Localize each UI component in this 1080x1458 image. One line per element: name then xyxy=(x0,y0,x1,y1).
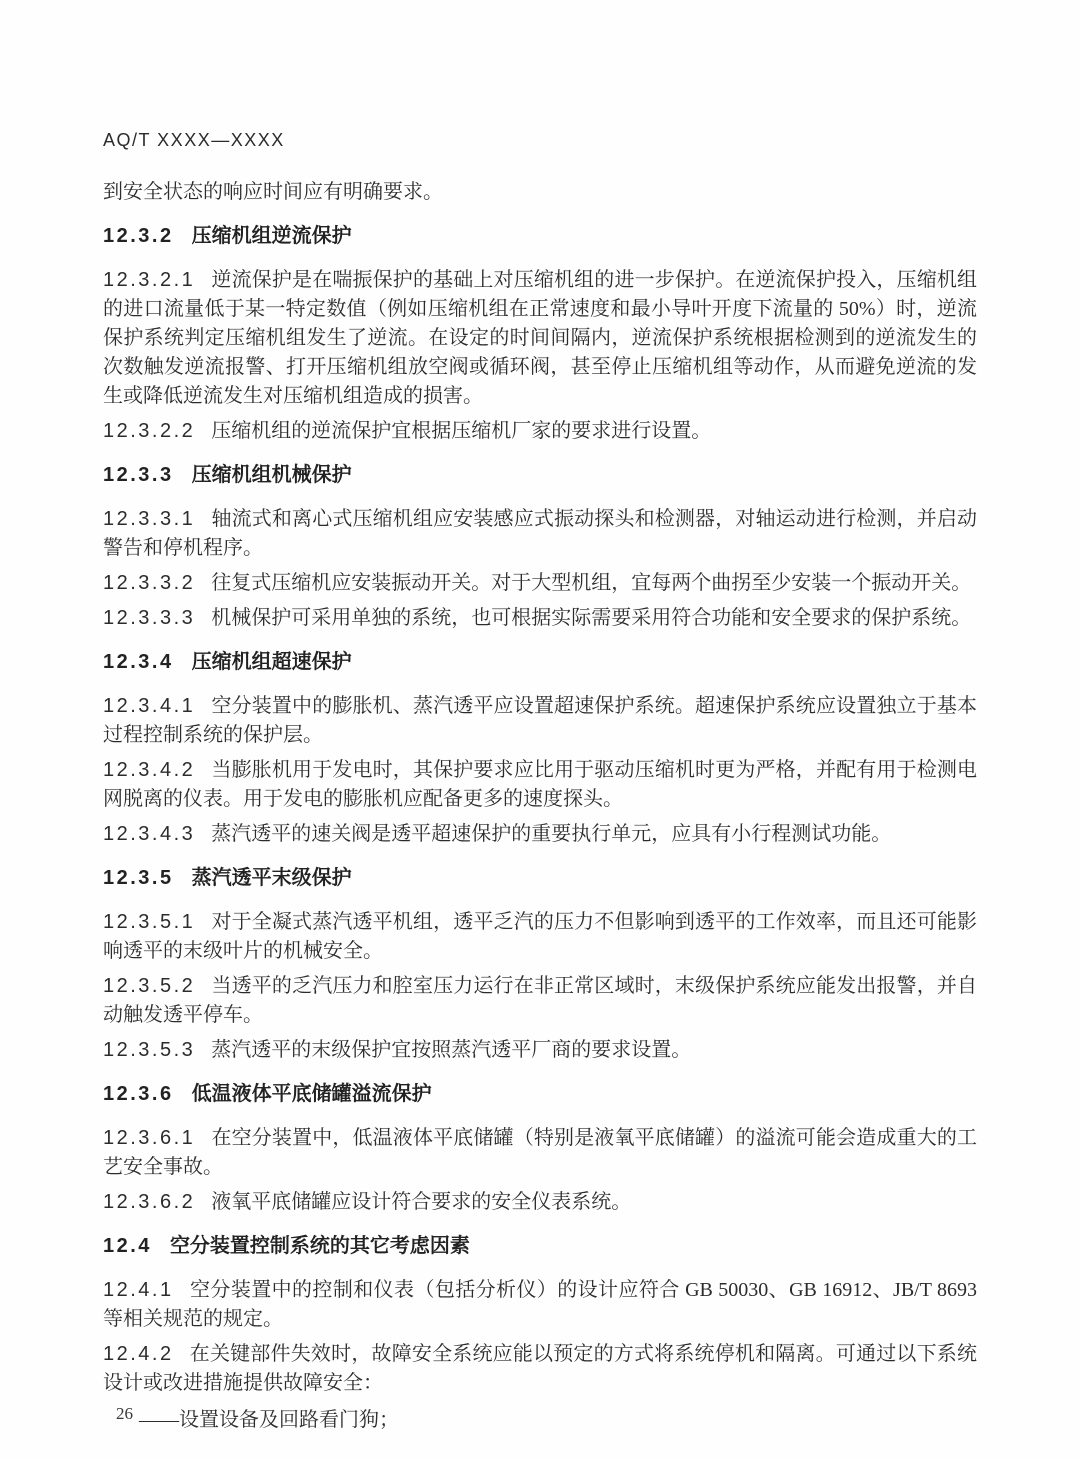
clause-text: 蒸汽透平末级保护 xyxy=(191,867,352,889)
clause-text: 低温液体平底储罐溢流保护 xyxy=(191,1083,432,1105)
clause-paragraph xyxy=(103,756,977,814)
clause-text: 轴流式和离心式压缩机组应安装感应式振动探头和检测器，对轴运动进行检测，并启动警告和停机程序。 xyxy=(103,508,977,559)
clause-heading xyxy=(103,864,977,893)
clause-text: ——设置设备及回路看门狗； xyxy=(139,1409,399,1431)
clause-text: 逆流保护是在喘振保护的基础上对压缩机组的进一步保护。在逆流保护投入，压缩机组的进口流量低于某一特定数值（例如压缩机组在正常速度和最小导叶开度下流量的 50%）时，逆流保护系统判定压缩机组发生了逆流。在设定的时间间隔内，逆流保护系统根据检测到的逆流发生的次数触发逆流报警、打开压缩机组放空阀或循环阀，甚至停止压缩机组等动作，从而避免逆流的发生或降低逆流发生对压缩机组造成的损害。 xyxy=(103,269,977,407)
clause-number: 12.3.4.1 xyxy=(103,695,196,717)
clause-number: 12.3.6.1 xyxy=(103,1127,196,1149)
clause-number: 12.4.1 xyxy=(103,1279,174,1301)
clause-paragraph xyxy=(103,820,977,849)
clause-text: 当膨胀机用于发电时，其保护要求应比用于驱动压缩机时更为严格，并配有用于检测电网脱离的仪表。用于发电的膨胀机应配备更多的速度探头。 xyxy=(103,759,977,810)
clause-number: 12.3.3.2 xyxy=(103,572,196,594)
clause-heading xyxy=(103,461,977,490)
clause-paragraph xyxy=(103,569,977,598)
clause-number: 12.3.2 xyxy=(103,225,174,247)
clause-number: 12.4.2 xyxy=(103,1343,174,1365)
dash-list-item xyxy=(139,1406,977,1435)
clause-heading xyxy=(103,1232,977,1261)
clause-heading xyxy=(103,1080,977,1109)
clause-paragraph xyxy=(103,178,977,207)
clause-number: 12.3.4.2 xyxy=(103,759,196,781)
clause-heading xyxy=(103,648,977,677)
clause-number: 12.3.3.3 xyxy=(103,607,196,629)
clause-paragraph xyxy=(103,1340,977,1398)
clause-text: 压缩机组超速保护 xyxy=(191,651,352,673)
clause-number: 12.3.5.3 xyxy=(103,1039,196,1061)
clause-text: 压缩机组机械保护 xyxy=(191,464,352,486)
clause-text: 蒸汽透平的速关阀是透平超速保护的重要执行单元，应具有小行程测试功能。 xyxy=(211,823,892,845)
clause-paragraph xyxy=(103,1124,977,1182)
clause-paragraph xyxy=(103,908,977,966)
clause-paragraph xyxy=(103,505,977,563)
clause-number: 12.3.5 xyxy=(103,867,174,889)
clause-number: 12.3.4 xyxy=(103,651,174,673)
clause-text: 空分装置中的控制和仪表（包括分析仪）的设计应符合 GB 50030、GB 16912、JB/T 8693 等相关规范的规定。 xyxy=(103,1279,977,1330)
clause-paragraph xyxy=(103,604,977,633)
clause-paragraph xyxy=(103,1188,977,1217)
clause-text: 在关键部件失效时，故障安全系统应能以预定的方式将系统停机和隔离。可通过以下系统设计或改进措施提供故障安全： xyxy=(103,1343,977,1394)
clause-text: 当透平的乏汽压力和腔室压力运行在非正常区域时，末级保护系统应能发出报警，并自动触发透平停车。 xyxy=(103,975,977,1026)
clause-text: 空分装置控制系统的其它考虑因素 xyxy=(169,1235,470,1257)
clause-number: 12.3.3 xyxy=(103,464,174,486)
clause-number: 12.3.5.1 xyxy=(103,911,196,933)
clause-number: 12.3.6.2 xyxy=(103,1191,196,1213)
clause-paragraph xyxy=(103,1036,977,1065)
clause-text: 压缩机组的逆流保护宜根据压缩机厂家的要求进行设置。 xyxy=(211,420,712,442)
clause-text: 在空分装置中，低温液体平底储罐（特别是液氧平底储罐）的溢流可能会造成重大的工艺安全事故。 xyxy=(103,1127,977,1178)
clause-text: 压缩机组逆流保护 xyxy=(191,225,352,247)
clause-paragraph xyxy=(103,972,977,1030)
page-number: 26 xyxy=(116,1404,133,1423)
clause-number: 12.3.2.2 xyxy=(103,420,196,442)
clause-heading xyxy=(103,222,977,251)
clause-number: 12.3.5.2 xyxy=(103,975,196,997)
clause-number: 12.3.2.1 xyxy=(103,269,196,291)
clause-text: 到安全状态的响应时间应有明确要求。 xyxy=(103,181,443,203)
clause-number: 12.3.4.3 xyxy=(103,823,196,845)
document-body xyxy=(103,178,977,1435)
clause-text: 蒸汽透平的末级保护宜按照蒸汽透平厂商的要求设置。 xyxy=(211,1039,692,1061)
clause-text: 液氧平底储罐应设计符合要求的安全仪表系统。 xyxy=(211,1191,632,1213)
clause-number: 12.3.6 xyxy=(103,1083,174,1105)
clause-paragraph xyxy=(103,266,977,411)
clause-paragraph xyxy=(103,417,977,446)
clause-text: 往复式压缩机应安装振动开关。对于大型机组，宜每两个曲拐至少安装一个振动开关。 xyxy=(211,572,972,594)
clause-paragraph xyxy=(103,1276,977,1334)
clause-number: 12.3.3.1 xyxy=(103,508,196,530)
clause-paragraph xyxy=(103,692,977,750)
clause-number: 12.4 xyxy=(103,1235,152,1257)
clause-text: 对于全凝式蒸汽透平机组，透平乏汽的压力不但影响到透平的工作效率，而且还可能影响透平的末级叶片的机械安全。 xyxy=(103,911,977,962)
clause-text: 空分装置中的膨胀机、蒸汽透平应设置超速保护系统。超速保护系统应设置独立于基本过程控制系统的保护层。 xyxy=(103,695,977,746)
clause-text: 机械保护可采用单独的系统，也可根据实际需要采用符合功能和安全要求的保护系统。 xyxy=(211,607,972,629)
document-header-standard-number: AQ/T XXXX—XXXX xyxy=(103,130,285,150)
